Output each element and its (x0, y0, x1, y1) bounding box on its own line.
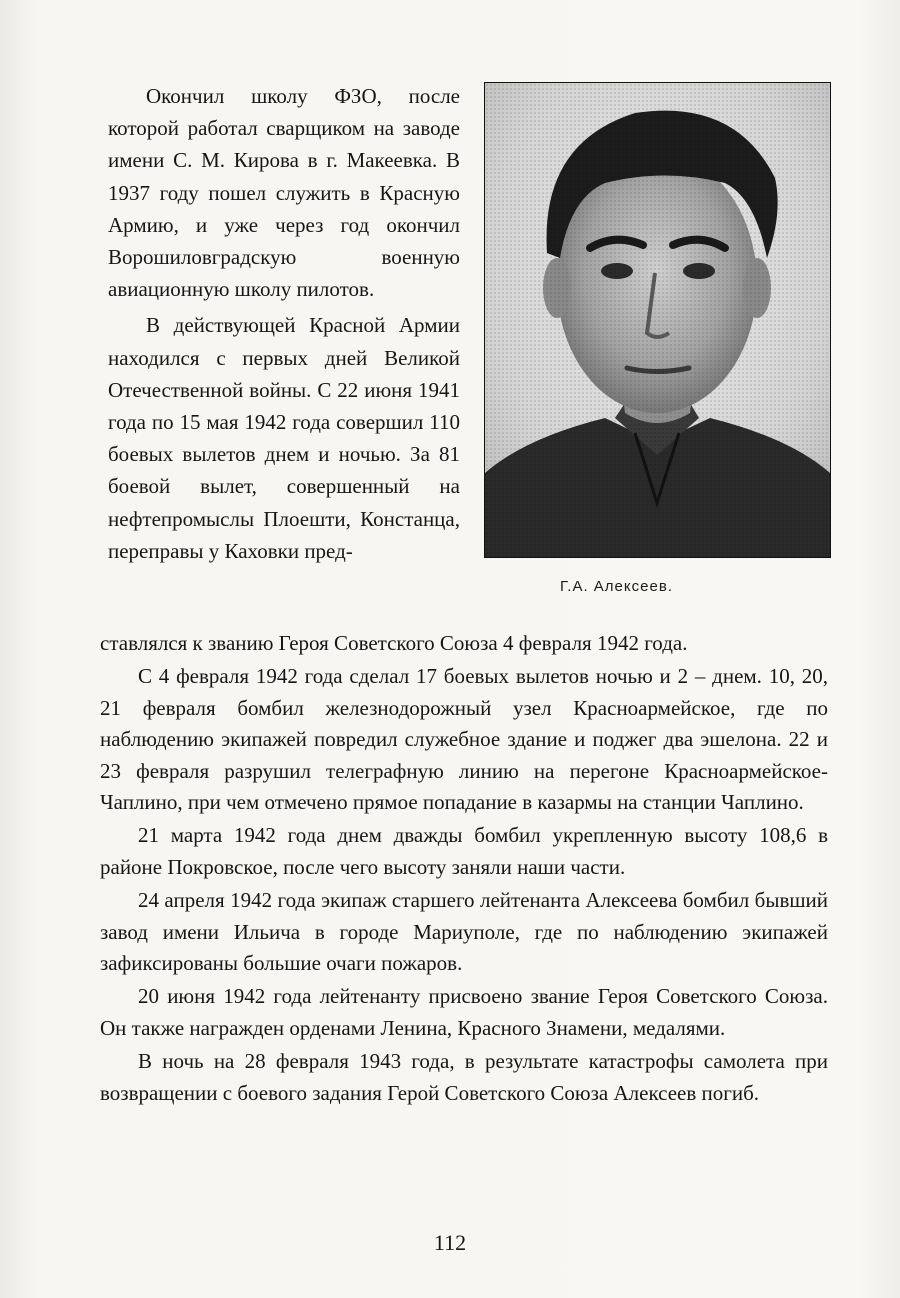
paragraph-4: 21 марта 1942 года днем дважды бомбил укрепленную высоту 108,6 в районе Покровское, после чего высоту заняли наши части. (100, 823, 828, 879)
paragraph-6: 20 июня 1942 года лейтенанту присвоено звание Героя Советского Союза. Он также награжден орденами Ленина, Красного Знамени, медалями. (100, 984, 828, 1040)
paragraph-7: В ночь на 28 февраля 1943 года, в результате катастрофы самолета при возвращении с боевого задания Герой Советского Союза Алексеев погиб. (100, 1049, 828, 1105)
paragraph-2-continuation: ставлялся к званию Героя Советского Союза 4 февраля 1942 года. (100, 631, 688, 655)
paragraph-3: С 4 февраля 1942 года сделал 17 боевых вылетов ночью и 2 – днем. 10, 20, 21 февраля бомбил железнодорожный узел Красноармейское, где по наблюдению экипажей повредил служебное здание и поджег два эшелона. 22 и 23 февраля разрушил телеграфную линию на перегоне Красноармейское-Чаплино, при чем отмечено прямое попадание в казармы на станции Чаплино. (100, 664, 828, 815)
photo-caption: Г.А. Алексеев. (560, 578, 673, 595)
portrait-photo (484, 82, 831, 558)
portrait-image (485, 83, 830, 557)
paragraph-5: 24 апреля 1942 года экипаж старшего лейтенанта Алексеева бомбил бывший завод имени Ильича в городе Мариуполе, где по наблюдению экипажей зафиксированы большие очаги пожаров. (100, 888, 828, 976)
text-column-wide (100, 628, 828, 1109)
paragraph-2: В действующей Красной Армии находился с первых дней Великой Отечественной войны. С 22 июня 1941 года по 15 мая 1942 года совершил 110 боевых вылетов днем и ночью. За 81 боевой вылет, совершенный на нефтепромыслы Плоешти, Констанца, переправы у Каховки пред- (108, 313, 460, 563)
page-number: 112 (433, 1230, 467, 1255)
paragraph-1: Окончил школу ФЗО, после которой работал сварщиком на заводе имени С. М. Кирова в г. Макеевка. В 1937 году пошел служить в Красную Армию, и уже через год окончил Ворошиловградскую военную авиационную школу пилотов. (108, 84, 460, 302)
text-column-narrow (108, 80, 460, 567)
